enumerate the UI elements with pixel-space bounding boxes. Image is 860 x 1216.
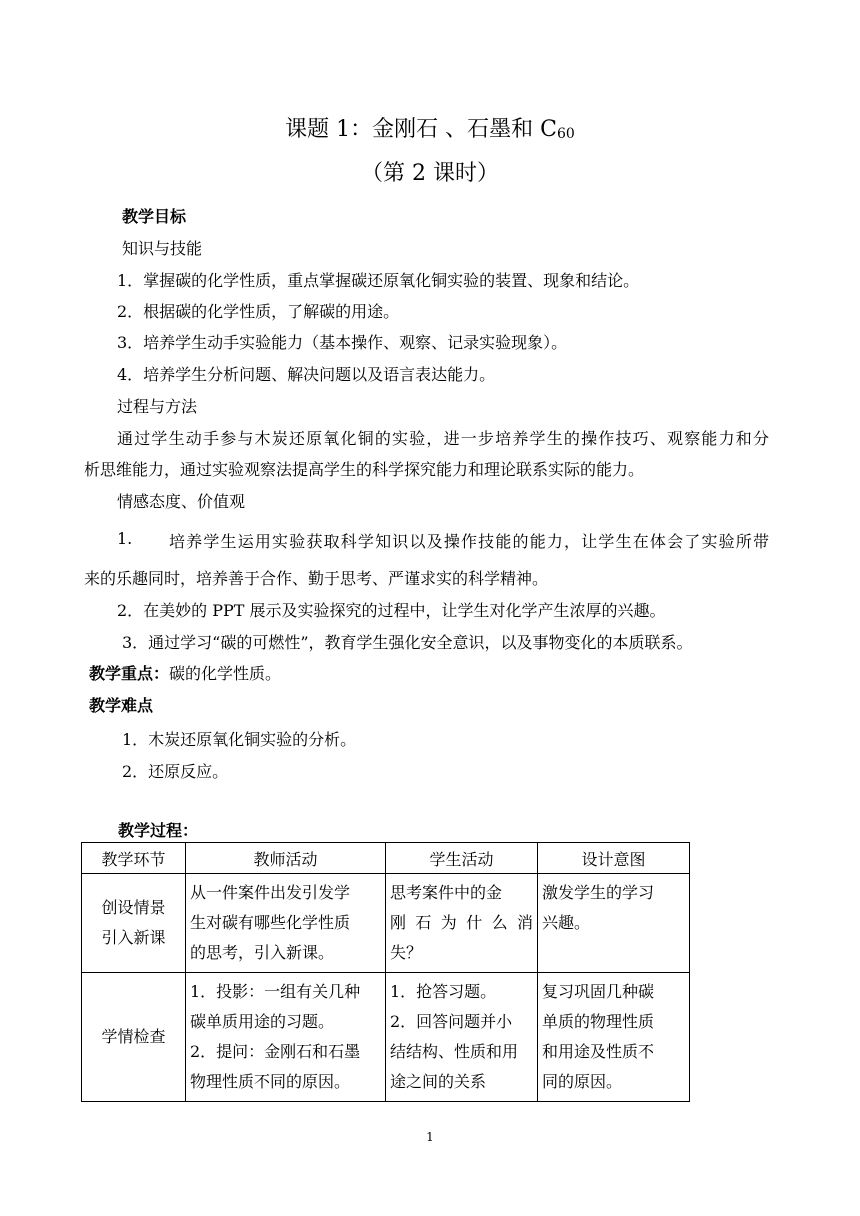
knowledge-heading: 知识与技能 [122, 239, 203, 258]
key-point [89, 661, 281, 684]
table-row [82, 874, 690, 973]
process-table-heading: 教学过程： [118, 821, 199, 840]
document-title: 课题 1：金刚石 、石墨和 $C_{60}$ [285, 117, 575, 142]
table-header-cell: 教学环节 [82, 843, 186, 874]
table-cell-student: 1．抢答习题。 2．回答问题并小 结结构、性质和用 途之间的关系 [386, 973, 538, 1102]
document-subtitle: （第 2 课时） [361, 161, 499, 186]
attitude-item: 来的乐趣同时，培养善于合作、勤于思考、严谨求实的科学精神。 [84, 569, 549, 588]
attitude-item: 培养学生运用实验获取科学知识以及操作技能的能力，让学生在体会了实验所带 [169, 532, 769, 551]
difficulty-heading: 教学难点 [89, 696, 154, 715]
knowledge-item: 4．培养学生分析问题、解决问题以及语言表达能力。 [117, 365, 496, 384]
process-text: 通过学生动手参与木炭还原氧化铜的实验，进一步培养学生的操作技巧、观察能力和分 [117, 429, 769, 448]
knowledge-item: 3．培养学生动手实验能力（基本操作、观察、记录实验现象）。 [117, 333, 568, 352]
table-row [82, 973, 690, 1102]
attitude-item-number: 1. [117, 529, 133, 548]
table-cell-teacher: 1．投影：一组有关几种 碳单质用途的习题。 2．提问：金刚石和石墨 物理性质不同的原因。 [186, 973, 386, 1102]
difficulty-item: 2．还原反应。 [122, 762, 229, 781]
table-cell-intent: 复习巩固几种碳 单质的物理性质 和用途及性质不 同的原因。 [538, 973, 690, 1102]
attitude-item: 2．在美妙的 PPT 展示及实验探究的过程中，让学生对化学产生浓厚的兴趣。 [117, 601, 666, 620]
key-point-text: 碳的化学性质。 [169, 664, 282, 683]
knowledge-item: 2．根据碳的化学性质，了解碳的用途。 [117, 302, 400, 321]
difficulty-item: 1．木炭还原氧化铜实验的分析。 [122, 730, 357, 749]
table-header-cell: 学生活动 [386, 843, 538, 874]
page-number: 1 [426, 1130, 434, 1144]
table-cell-stage: 创设情景 引入新课 [82, 874, 186, 973]
table-header-cell: 教师活动 [186, 843, 386, 874]
process-text: 析思维能力，通过实验观察法提高学生的科学探究能力和理论联系实际的能力。 [84, 460, 645, 479]
teaching-process-table [81, 842, 690, 1102]
key-point-label: 教学重点： [89, 664, 170, 683]
table-header-row [82, 843, 690, 874]
table-header-cell: 设计意图 [538, 843, 690, 874]
table-cell-stage: 学情检查 [82, 973, 186, 1102]
table-cell-student: 思考案件中的金 刚 石 为 什 么 消 失？ [386, 874, 538, 973]
table-cell-intent: 激发学生的学习 兴趣。 [538, 874, 690, 973]
objectives-heading: 教学目标 [122, 207, 187, 226]
attitude-heading: 情感态度、价值观 [117, 492, 246, 511]
table-cell-teacher: 从一件案件出发引发学 生对碳有哪些化学性质 的思考，引入新课。 [186, 874, 386, 973]
process-heading: 过程与方法 [117, 397, 198, 416]
knowledge-item: 1．掌握碳的化学性质，重点掌握碳还原氧化铜实验的装置、现象和结论。 [117, 271, 640, 290]
attitude-item: 3．通过学习“碳的可燃性”，教育学生强化安全意识，以及事物变化的本质联系。 [122, 633, 693, 652]
